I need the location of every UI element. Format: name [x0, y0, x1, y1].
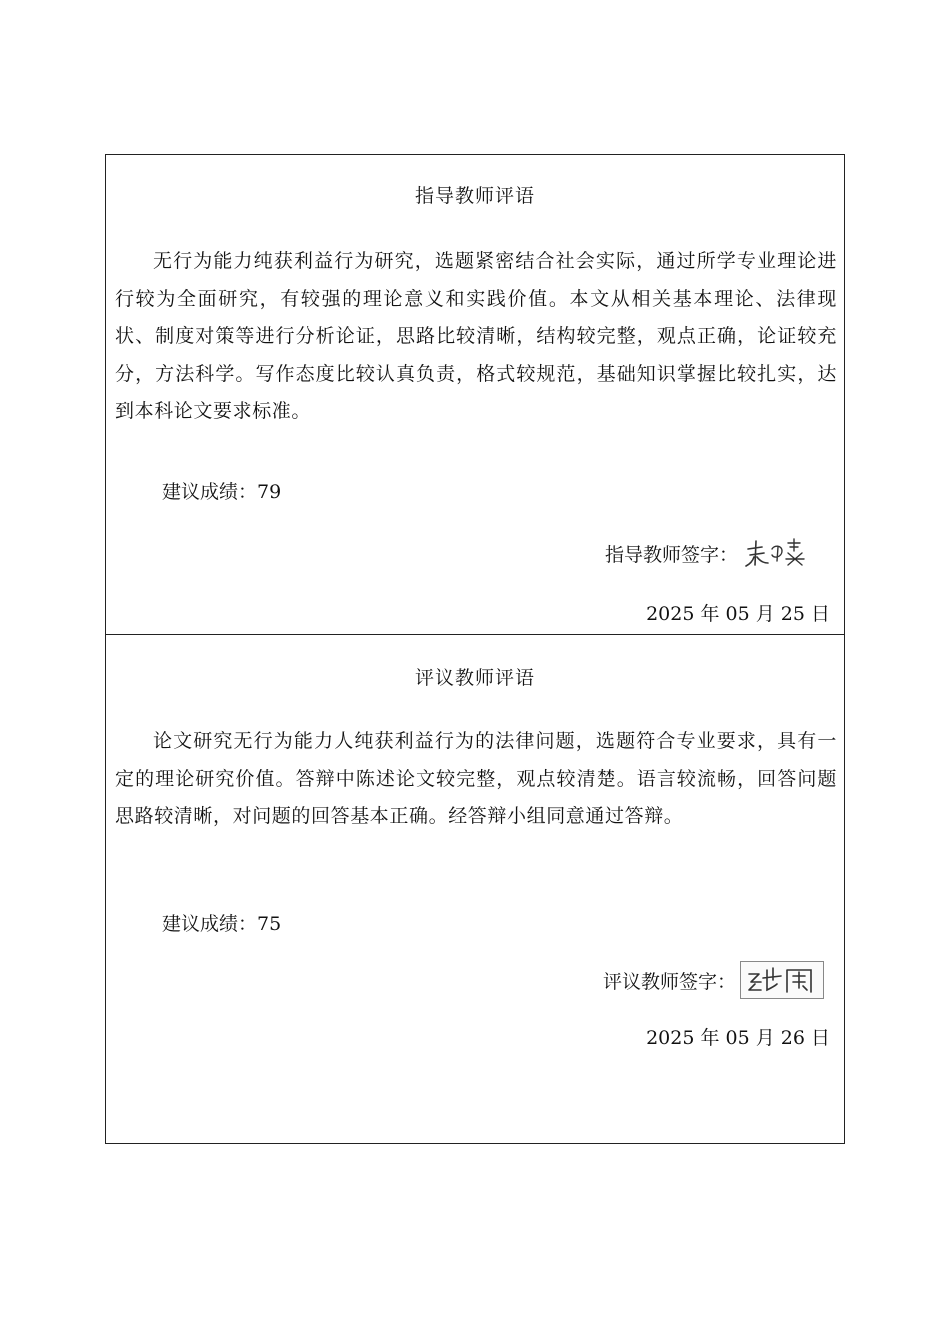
evaluation-form [105, 154, 845, 1144]
reviewer-signature-label: 评议教师签字： [602, 970, 736, 993]
advisor-signature-image [742, 535, 824, 571]
advisor-grade: 建议成绩：79 [162, 481, 282, 503]
advisor-signature-label: 指导教师签字： [604, 543, 738, 566]
advisor-section [106, 155, 844, 635]
handwritten-signature-icon [741, 962, 823, 998]
advisor-section-title: 指导教师评语 [414, 185, 535, 207]
advisor-date: 2025 年 05 月 25 日 [646, 603, 830, 625]
advisor-signature-row [605, 535, 824, 571]
reviewer-signature-image [740, 961, 824, 999]
reviewer-section-title: 评议教师评语 [414, 667, 535, 689]
reviewer-comment: 论文研究无行为能力人纯获利益行为的法律问题，选题符合专业要求，具有一定的理论研究价值。答辩中陈述论文较完整，观点较清楚。语言较流畅，回答问题思路较清晰，对问题的回答基本正确。经答辩小组同意通过答辩。 [115, 730, 837, 827]
reviewer-signature-row [603, 961, 824, 999]
reviewer-date: 2025 年 05 月 26 日 [646, 1027, 830, 1049]
handwritten-signature-icon [742, 535, 824, 571]
reviewer-grade: 建议成绩：75 [162, 913, 282, 935]
advisor-comment: 无行为能力纯获利益行为研究，选题紧密结合社会实际，通过所学专业理论进行较为全面研究，有较强的理论意义和实践价值。本文从相关基本理论、法律现状、制度对策等进行分析论证，思路比较清晰，结构较完整，观点正确，论证较充分，方法科学。写作态度比较认真负责，格式较规范，基础知识掌握比较扎实，达到本科论文要求标准。 [115, 250, 837, 422]
reviewer-section [106, 635, 844, 1143]
